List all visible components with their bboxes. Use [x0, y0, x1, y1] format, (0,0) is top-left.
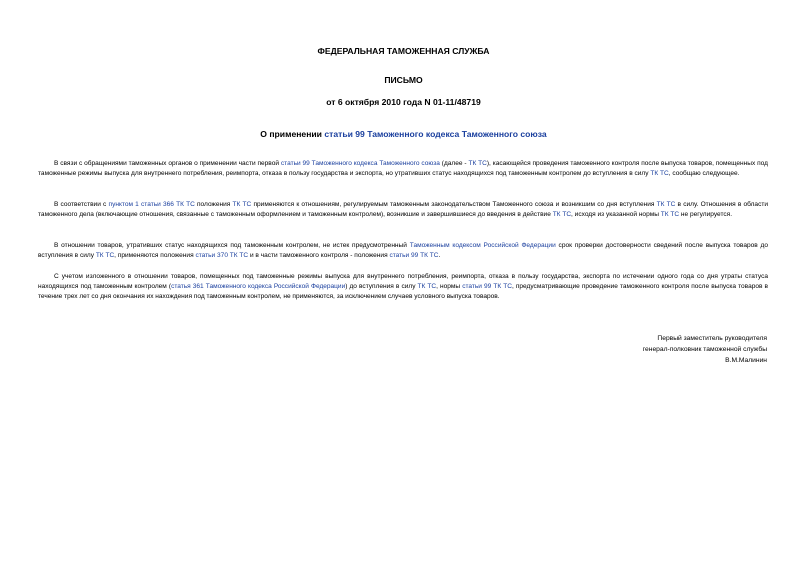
signatory-position: Первый заместитель руководителя [657, 335, 767, 342]
paragraph-text: срок проверки достоверности сведений после выпуска товаров до вступления в силу [38, 242, 769, 259]
paragraph-text: В отношении товаров, утративших статус находящихся под таможенным контролем, не истек предусмотренный [54, 242, 410, 249]
article-99-link[interactable]: статьи 99 ТК ТС [389, 251, 439, 259]
paragraph-text: положения [194, 201, 233, 208]
customs-code-rf-link[interactable]: Таможенным кодексом Российской Федерации [409, 242, 556, 249]
subject-prefix: О применении [260, 129, 325, 139]
tk-ts-link[interactable]: ТК ТС [656, 201, 676, 208]
article-370-link[interactable]: статьи 370 ТК ТС [195, 251, 249, 259]
paragraph-text: ), касающейся проведения таможенного контроля после выпуска товаров, помещенных под таможенные режимы выпуска для внутреннего потребления, реимпорта, отказа в пользу государства и экспорта, но утративших статус находящихся под таможенным контролем до вступления в силу [38, 160, 768, 177]
paragraph-text: , исходя из указанной нормы [571, 210, 661, 218]
signatory-name: В.М.Малинин [725, 357, 767, 364]
paragraph-1 [38, 159, 768, 179]
article-99-link[interactable]: статьи 99 ТК ТС [462, 282, 512, 290]
paragraph-text: . [438, 251, 441, 259]
paragraph-text: , применяются положения [114, 251, 196, 259]
paragraph-text: применяются к отношениям, регулируемым таможенным законодательством Таможенного союза и возникшим со дня вступления [251, 201, 657, 208]
document-type-heading: ПИСЬМО [384, 75, 423, 85]
paragraph-text: , предусматривающие проведение таможенного контроля после выпуска товаров в течение трех лет со дня окончания их нахождения под таможенным контролем, не применяются, за исключением случаев условного выпуска товаров. [38, 282, 769, 300]
article-361-link[interactable]: статья 361 Таможенного кодекса Российской Федерации [171, 282, 346, 290]
organization-heading: ФЕДЕРАЛЬНАЯ ТАМОЖЕННАЯ СЛУЖБА [317, 46, 490, 56]
article-99-link[interactable]: статьи 99 Таможенного кодекса Таможенного союза [280, 160, 440, 167]
tk-ts-link[interactable]: ТК ТС [232, 201, 252, 208]
paragraph-3 [38, 241, 768, 261]
article-366-link[interactable]: пунктом 1 статьи 366 ТК ТС [108, 201, 195, 208]
subject-article-link[interactable]: статьи 99 Таможенного кодекса Таможенного союза [324, 129, 547, 139]
paragraph-text: ) до вступления в силу [345, 282, 418, 290]
tk-ts-link[interactable]: ТК ТС [417, 282, 437, 290]
paragraph-text: в силу. Отношения в области таможенного дела (включающие отношения, связанные с таможенным оформлением и таможенным контролем), возникшие и завершившиеся до введения в действие [38, 201, 769, 218]
tk-ts-link[interactable]: ТК ТС [95, 251, 115, 259]
tk-ts-link[interactable]: ТК ТС [552, 210, 572, 218]
tk-ts-link[interactable]: ТК ТС [468, 160, 487, 167]
tk-ts-link[interactable]: ТК ТС [660, 210, 680, 218]
paragraph-4 [38, 272, 768, 302]
paragraph-2 [38, 200, 768, 220]
paragraph-text: и в части таможенного контроля - положения [248, 251, 390, 259]
paragraph-text: С учетом изложенного в отношении товаров, помещенных под таможенные режимы выпуска для внутреннего потребления, реимпорта, отказа в пользу государства, экспорта по истечении одного года со дня утраты статуса находящихся под таможенным контролем ( [38, 273, 768, 290]
document-subject [0, 129, 807, 140]
paragraph-text: В связи с обращениями таможенных органов о применении части первой [54, 160, 281, 167]
document-date-number: от 6 октября 2010 года N 01-11/48719 [326, 97, 481, 107]
paragraph-text: не регулируется. [679, 210, 733, 218]
paragraph-text: (далее - [439, 160, 469, 167]
paragraph-text: , сообщаю следующее. [668, 169, 740, 177]
signatory-rank: генерал-полковник таможенной службы [642, 346, 767, 353]
tk-ts-link[interactable]: ТК ТС [650, 169, 669, 177]
paragraph-text: В соответствии с [54, 201, 109, 208]
paragraph-text: , нормы [436, 282, 463, 290]
